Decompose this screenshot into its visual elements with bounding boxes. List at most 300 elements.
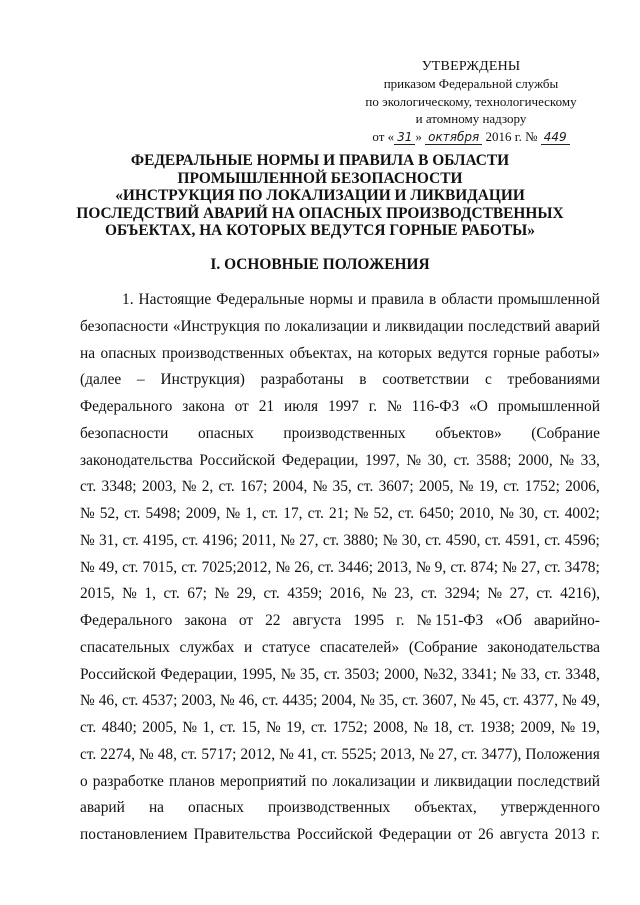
word: Федеральные — [216, 291, 305, 308]
word: ст. — [262, 692, 279, 710]
word: 23, — [394, 585, 414, 603]
word: 21 — [258, 398, 275, 415]
word: производственных — [161, 344, 285, 362]
title-line: ПОСЛЕДСТВИЙ АВАРИЙ НА ОПАСНЫХ ПРОИЗВОДСТВЕННЫХ — [76, 204, 564, 222]
word: нормы — [309, 291, 353, 308]
word: 4359; — [287, 585, 323, 603]
approval-block — [355, 58, 587, 145]
word: 1, — [144, 585, 156, 603]
word: 3348; — [101, 478, 137, 496]
word: на — [148, 799, 165, 817]
word: 167; — [240, 478, 268, 496]
word: ликвидации — [434, 772, 513, 790]
word: № — [360, 692, 375, 710]
paragraph-line — [80, 769, 600, 796]
word: ст. — [357, 478, 374, 496]
word: спасателей» — [319, 638, 400, 656]
word: 2004, — [272, 478, 308, 496]
word: № — [560, 719, 576, 736]
word: 2004, — [321, 692, 357, 710]
word: 2013, — [380, 745, 416, 763]
word: 3294; — [444, 585, 480, 603]
word: 19, — [286, 719, 306, 736]
word: опасных — [188, 799, 244, 817]
word: Федерации, — [281, 451, 359, 469]
word: последствий — [517, 772, 600, 790]
date-day-handwritten: 31 — [394, 131, 415, 145]
document-title — [60, 152, 580, 240]
word: Положения — [525, 745, 600, 763]
paragraph-line — [80, 555, 600, 582]
word: в — [428, 291, 437, 308]
paragraph-line — [80, 287, 600, 314]
word: г. — [396, 612, 405, 629]
word: 46, — [98, 692, 118, 710]
word: закона — [182, 398, 225, 415]
word: 3477), — [481, 745, 522, 763]
paragraph-line — [80, 501, 600, 528]
word: 2000, — [384, 665, 419, 683]
word: производственных — [283, 424, 406, 442]
word: № — [280, 665, 296, 683]
word: мероприятий — [220, 772, 307, 790]
word: № — [413, 719, 428, 736]
word: 52, — [99, 505, 120, 522]
word: Российской — [80, 665, 156, 683]
date-month-handwritten: октября — [425, 131, 482, 145]
word: 49, — [98, 558, 119, 576]
word: разработаны — [260, 371, 344, 389]
word: ст. — [182, 531, 199, 549]
word: Инструкция) — [160, 371, 245, 389]
word: на — [357, 344, 373, 362]
word: Российской — [296, 826, 373, 843]
word: ст. — [543, 505, 560, 522]
word: 3607; — [378, 478, 414, 496]
word: № — [80, 692, 95, 710]
word: № — [265, 719, 281, 736]
word: 46, — [238, 692, 259, 710]
word: 3880; — [343, 531, 379, 549]
word: Федерации — [378, 826, 452, 843]
word: Федерального — [80, 398, 173, 415]
word: 2012, — [240, 745, 276, 763]
paragraph-line — [80, 314, 600, 341]
word: требованиями — [507, 371, 600, 389]
word: 4195, — [143, 531, 178, 549]
word: 2005, — [418, 478, 454, 496]
word: ст. — [450, 558, 467, 576]
word: ст. — [317, 558, 334, 576]
word: 2016, — [329, 585, 365, 603]
word: 2015, — [80, 585, 115, 603]
word: Российской — [199, 451, 276, 469]
word: и — [357, 291, 367, 308]
word: 2274, — [100, 745, 135, 763]
word: г. — [368, 398, 378, 415]
word: производственных — [267, 799, 391, 817]
word: № — [406, 451, 421, 469]
word: 52, — [373, 505, 393, 522]
word: постановлением — [80, 826, 188, 843]
word: ст. — [544, 558, 561, 576]
word: утвержденного — [500, 799, 600, 817]
word: 5717; — [201, 745, 237, 763]
word: 30, — [427, 451, 447, 469]
word: 2, — [201, 478, 214, 496]
word: 1, — [202, 719, 215, 736]
word: ст. — [402, 692, 419, 710]
word: области — [441, 291, 493, 308]
paragraph-line — [80, 528, 600, 555]
word: июля — [283, 398, 319, 415]
word: спасательных — [80, 638, 170, 656]
paragraph-line — [80, 715, 600, 742]
word: 3503; — [344, 665, 380, 683]
word: 2010, — [459, 505, 495, 522]
word: локализации — [284, 317, 368, 335]
word: 2011, — [241, 531, 276, 549]
word: от — [234, 398, 249, 415]
title-line: ПРОМЫШЛЕННОЙ БЕЗОПАСНОСТИ — [177, 169, 463, 187]
word: ст. — [181, 745, 198, 763]
approval-line: и атомному надзору — [415, 111, 527, 127]
word: 27, — [299, 531, 319, 549]
word: 2003, — [141, 478, 177, 496]
word: 5498; — [145, 505, 181, 522]
word: ст. — [261, 505, 279, 522]
order-number-handwritten: 449 — [541, 131, 570, 145]
word: по — [264, 317, 281, 335]
word: 35, — [378, 692, 399, 710]
paragraph-line — [80, 367, 600, 394]
word: № — [138, 745, 154, 763]
word: № — [80, 558, 95, 576]
word: ст. — [425, 531, 442, 549]
word: 26, — [294, 558, 314, 576]
word: 2009, — [520, 719, 555, 736]
word: законодательства — [80, 451, 193, 469]
word: 2003, — [181, 692, 217, 710]
word: ст. — [80, 719, 97, 736]
word: № — [279, 745, 294, 763]
word: последствий — [467, 317, 551, 335]
word: 3588; — [476, 451, 512, 469]
word: № — [280, 531, 295, 549]
word: ст. — [263, 585, 280, 603]
word: 3607, — [422, 692, 458, 710]
word: 3341; — [461, 665, 497, 683]
word: – — [137, 371, 145, 389]
word: службах — [179, 638, 235, 656]
word: 4591, — [505, 531, 540, 549]
word: ст. — [544, 531, 561, 549]
word: (далее — [80, 371, 122, 389]
word: 4435; — [282, 692, 318, 710]
word: ст. — [397, 505, 415, 522]
word: 1938; — [479, 719, 515, 736]
word: ст. — [503, 692, 520, 710]
word: ст. — [322, 531, 340, 549]
word: 26 — [478, 826, 494, 843]
word: 2008, — [373, 719, 408, 736]
word: 4590, — [445, 531, 481, 549]
word: 67; — [187, 585, 207, 603]
word: правила — [371, 291, 424, 308]
paragraph-line — [80, 795, 600, 822]
word: объектах, — [289, 344, 353, 362]
word: № — [487, 585, 503, 603]
word: № — [80, 505, 95, 522]
word: которых — [377, 344, 433, 362]
word: 27, — [520, 558, 541, 576]
word: (Собрание — [408, 638, 478, 656]
word: 1752; — [524, 478, 560, 496]
word: 41, — [297, 745, 318, 763]
word: «Инструкция — [172, 317, 260, 335]
word: № — [461, 692, 476, 710]
approval-stamp: УТВЕРЖДЕНЫ — [421, 59, 521, 74]
word: разработке — [92, 772, 164, 790]
word: «Об — [495, 612, 522, 629]
paragraph-line — [80, 742, 600, 769]
word: аварий — [80, 799, 125, 817]
word: 4002; — [564, 505, 600, 522]
title-line: ОБЪЕКТАХ, НА КОТОРЫХ ВЕДУТСЯ ГОРНЫЕ РАБОТЫ» — [105, 222, 535, 240]
word: № — [312, 478, 328, 496]
word: № — [225, 505, 241, 522]
word: 1997, — [365, 451, 400, 469]
word: безопасности — [80, 317, 169, 335]
word: ст. — [544, 665, 561, 683]
word: 2009, — [185, 505, 221, 522]
word: и — [372, 317, 381, 335]
word: № — [458, 478, 474, 496]
paragraph-line — [80, 822, 600, 849]
word: горные — [493, 344, 540, 362]
word: 4216), — [560, 585, 600, 603]
word: ст. — [80, 745, 97, 763]
word: 2013 — [554, 826, 586, 843]
word: и — [244, 638, 253, 656]
word: 4596; — [564, 531, 600, 549]
word: опасных — [100, 344, 157, 362]
word: 27, — [437, 745, 458, 763]
word: планов — [168, 772, 215, 790]
word: № — [419, 745, 434, 763]
word: 27, — [509, 585, 529, 603]
title-line: ФЕДЕРАЛЬНЫЕ НОРМЫ И ПРАВИЛА В ОБЛАСТИ — [130, 152, 510, 169]
word: ст. — [484, 531, 501, 549]
paragraph-line — [80, 581, 600, 608]
word: статусе — [261, 638, 311, 656]
word: 19, — [580, 719, 600, 736]
word: 9, — [434, 558, 447, 576]
word: № — [182, 719, 198, 736]
word: 48, — [157, 745, 177, 763]
word: закона — [184, 612, 227, 629]
word: 3478; — [564, 558, 600, 576]
word: ст. — [536, 585, 553, 603]
word: аварий — [555, 317, 600, 335]
word: 35, — [299, 665, 320, 683]
word: ст. — [307, 505, 324, 522]
word: «О — [469, 398, 488, 415]
word: 6450; — [419, 505, 455, 522]
paragraph-line — [80, 394, 600, 421]
word: 1995, — [241, 665, 277, 683]
date-mid: » — [415, 128, 422, 144]
word: № — [181, 478, 197, 496]
word: № — [501, 665, 517, 683]
word: о — [80, 772, 88, 790]
paragraph-line — [80, 608, 600, 635]
word: аварийно- — [533, 612, 600, 629]
word: работы» — [545, 344, 600, 362]
word: ликвидации — [385, 317, 464, 335]
word: № 151-ФЗ — [416, 612, 484, 629]
word: 33, — [580, 451, 600, 469]
word: промышленной — [497, 398, 600, 415]
word: 18, — [433, 719, 453, 736]
word: ст. — [124, 505, 141, 522]
word: локализации — [332, 772, 416, 790]
word: Федерации, — [160, 665, 237, 683]
word: ст. — [310, 719, 328, 736]
word: № — [353, 505, 369, 522]
approval-line: по экологическому, технологическому — [365, 93, 577, 109]
paragraph-line — [80, 688, 600, 715]
paragraph-line — [80, 341, 600, 368]
word: № — [559, 451, 575, 469]
word: объектов» — [435, 424, 502, 442]
word: ст. — [122, 692, 139, 710]
word: (Собрание — [531, 424, 600, 442]
word: № — [275, 558, 291, 576]
word: 22 — [265, 612, 281, 629]
paragraph-line — [80, 448, 600, 475]
word: 35, — [332, 478, 352, 496]
word: 21; — [328, 505, 349, 522]
word: 2005, — [142, 719, 177, 736]
word: № — [80, 531, 95, 549]
word: № — [122, 585, 137, 603]
word: 1, — [245, 505, 257, 522]
word: 17, — [283, 505, 303, 522]
word: № — [387, 398, 402, 415]
title-line: «ИНСТРУКЦИЯ ПО ЛОКАЛИЗАЦИИ И ЛИКВИДАЦИИ — [115, 187, 525, 205]
word: ст. — [421, 585, 438, 603]
word: 5525; — [341, 745, 377, 763]
word: ст. — [122, 558, 139, 576]
word: августа — [499, 826, 549, 843]
word: от — [238, 612, 254, 629]
word: 49, — [580, 692, 600, 710]
word: 33, — [520, 665, 540, 683]
date-prefix: от « — [372, 128, 395, 144]
paragraph-line — [80, 474, 600, 501]
paragraph-body — [80, 287, 600, 849]
approval-date — [355, 128, 587, 145]
word: 1752; — [332, 719, 368, 736]
word: ст. — [219, 719, 236, 736]
paragraph-line — [80, 421, 600, 448]
word: ст. — [453, 451, 470, 469]
word: в — [359, 371, 367, 389]
word: законодательства — [487, 638, 600, 656]
word: ст. — [80, 478, 97, 496]
word: Правительства — [193, 826, 291, 843]
word: промышленной — [497, 291, 600, 308]
word: ведутся — [437, 344, 488, 362]
word: № — [499, 505, 514, 522]
word: 30, — [518, 505, 539, 522]
word: № — [382, 531, 398, 549]
word: с — [484, 371, 492, 389]
word: 19, — [478, 478, 498, 496]
word: 3446; — [337, 558, 373, 576]
word: 45, — [479, 692, 500, 710]
word: ст. — [321, 745, 338, 763]
paragraph-line — [80, 662, 600, 689]
word: 4840; — [101, 719, 137, 736]
word: Федерального — [80, 612, 173, 629]
word: ст. — [218, 478, 235, 496]
word: по — [311, 772, 328, 790]
word: 2013, — [377, 558, 412, 576]
word: 7015, — [142, 558, 178, 576]
word: 1. — [122, 291, 134, 308]
section-heading: I. ОСНОВНЫЕ ПОЛОЖЕНИЯ — [210, 256, 430, 273]
paragraph-line — [80, 635, 600, 662]
word: №32, — [423, 665, 458, 683]
date-year: 2016 г. № — [485, 128, 538, 144]
word: ст. — [461, 745, 478, 763]
word: № — [562, 692, 577, 710]
word: августа — [292, 612, 342, 629]
word: 2000, — [518, 451, 553, 469]
word: соответствии — [382, 371, 470, 389]
word: 2006, — [565, 478, 600, 496]
word: 1995 — [353, 612, 385, 629]
approval-line: приказом Федеральной службы — [383, 76, 559, 92]
word: ст. — [163, 585, 180, 603]
word: от — [457, 826, 472, 843]
word: Настоящие — [138, 291, 212, 308]
word: ст. — [503, 478, 520, 496]
word: № — [372, 585, 387, 603]
word: объектах, — [414, 799, 477, 817]
word: 4377, — [523, 692, 558, 710]
word: и — [420, 772, 429, 790]
word: 4196; — [202, 531, 238, 549]
word: 7025;2012, — [201, 558, 272, 576]
word: 1997 — [328, 398, 359, 415]
word: ст. — [181, 558, 198, 576]
word: ст. — [122, 531, 139, 549]
word: 31, — [98, 531, 119, 549]
word: на — [80, 344, 96, 362]
word: № — [415, 558, 431, 576]
word: 116-ФЗ — [411, 398, 460, 415]
word: № — [220, 692, 235, 710]
word: № — [214, 585, 230, 603]
word: ст. — [323, 665, 340, 683]
word: безопасности — [80, 424, 169, 442]
word: 30, — [401, 531, 421, 549]
word: опасных — [197, 424, 254, 442]
word: 15, — [241, 719, 261, 736]
